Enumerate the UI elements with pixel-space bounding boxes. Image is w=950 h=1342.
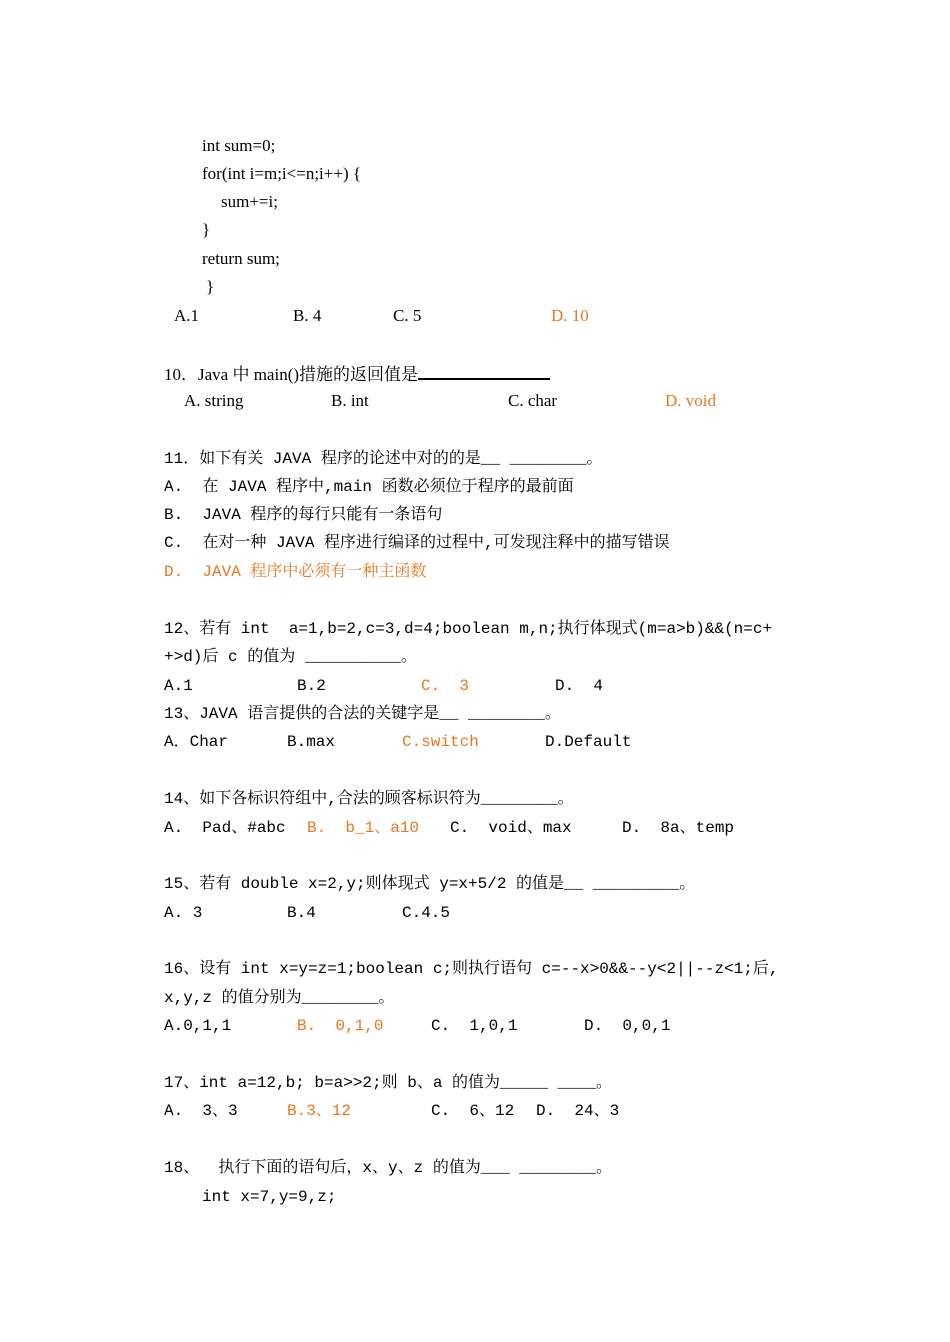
q16-question-line1: 16、设有 int x=y=z=1;boolean c;则执行语句 c=--x>0&&--y<2||--z<1;后,: [164, 960, 779, 978]
q14-question: 14、如下各标识符组中,合法的顾客标识符为________。: [164, 790, 574, 808]
q15-option-b: B.4: [287, 904, 316, 922]
q17-question: 17、int a=12,b; b=a>>2;则 b、a 的值为_____ ____。: [164, 1074, 613, 1092]
code-line: sum+=i;: [221, 192, 278, 211]
q12-question-line2: +>d)后 c 的值为 __________。: [164, 648, 417, 666]
q16-question-line2: x,y,z 的值分别为________。: [164, 989, 395, 1007]
q9-option-b: B. 4: [293, 306, 322, 325]
q10-option-a: A. string: [184, 391, 244, 410]
q12-option-c-answer: C. 3: [421, 677, 470, 695]
code-line: }: [202, 220, 211, 239]
q13-option-a: A．Char: [164, 733, 229, 751]
q15-option-c: C.4.5: [402, 904, 451, 922]
q13-option-c-answer: C.switch: [402, 733, 479, 751]
q16-option-d: D. 0,0,1: [584, 1017, 671, 1035]
q11-option-a: A. 在 JAVA 程序中,main 函数必须位于程序的最前面: [164, 478, 574, 496]
code-line: int x=7,y=9,z;: [202, 1188, 337, 1206]
code-line: for(int i=m;i<=n;i++) {: [202, 164, 362, 183]
q10-option-c: C. char: [508, 391, 558, 410]
q12-option-a: A.1: [164, 677, 193, 695]
q13-question: 13、JAVA 语言提供的合法的关键字是__ ________。: [164, 705, 561, 723]
q18-question: 18、 执行下面的语句后，x、y、z 的值为___ ________。: [164, 1159, 613, 1177]
q11-question: 11．如下有关 JAVA 程序的论述中对的的是__ ________。: [164, 450, 603, 468]
q14-option-b-answer: B. b_1、a10: [307, 819, 420, 837]
q14-option-d: D. 8a、temp: [622, 819, 735, 837]
answer-blank: [418, 362, 550, 380]
code-line: return sum;: [202, 249, 280, 268]
q15-option-a: A. 3: [164, 904, 203, 922]
q9-option-d-answer: D. 10: [551, 306, 589, 325]
q10-option-d-answer: D. void: [665, 391, 716, 410]
code-line: }: [206, 277, 215, 296]
q12-option-b: B.2: [297, 677, 326, 695]
q17-option-d: D. 24、3: [536, 1102, 620, 1120]
q9-option-a: A.1: [174, 306, 200, 325]
q16-option-b-answer: B. 0,1,0: [297, 1017, 384, 1035]
q12-option-d: D. 4: [555, 677, 604, 695]
q13-option-d: D.Default: [545, 733, 632, 751]
q10-option-b: B. int: [331, 391, 369, 410]
q14-option-c: C. void、max: [450, 819, 572, 837]
q16-option-a: A.0,1,1: [164, 1017, 232, 1035]
q17-option-c: C. 6、12: [431, 1102, 515, 1120]
q14-option-a: A. Pad、#abc: [164, 819, 286, 837]
q10-question: [164, 362, 550, 386]
q15-question: 15、若有 double x=2,y;则体现式 y=x+5/2 的值是__ _________。: [164, 875, 696, 893]
q9-option-c: C. 5: [393, 306, 422, 325]
q16-option-c: C. 1,0,1: [431, 1017, 518, 1035]
q10-question-text: 10．Java 中 main()措施的返回值是: [164, 365, 419, 384]
q12-question-line1: 12、若有 int a=1,b=2,c=3,d=4;boolean m,n;执行体现式(m=a>b)&&(n=c+: [164, 620, 773, 638]
q11-option-d-answer: D. JAVA 程序中必须有一种主函数: [164, 563, 427, 581]
code-line: int sum=0;: [202, 136, 276, 155]
q11-option-c: C. 在对一种 JAVA 程序进行编译的过程中,可发现注释中的描写错误: [164, 534, 670, 552]
q13-option-b: B.max: [287, 733, 336, 751]
q17-option-a: A. 3、3: [164, 1102, 238, 1120]
q17-option-b-answer: B.3、12: [287, 1102, 352, 1120]
q11-option-b: B. JAVA 程序的每行只能有一条语句: [164, 506, 443, 524]
